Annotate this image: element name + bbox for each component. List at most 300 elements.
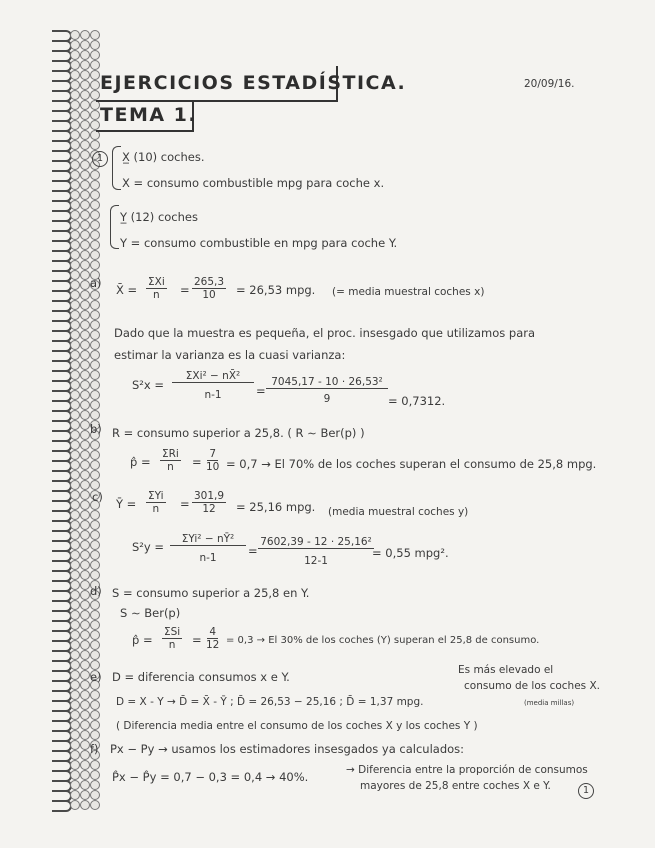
binder-hole bbox=[70, 30, 80, 40]
frac-denominator: 9 bbox=[323, 393, 331, 405]
binder-hole bbox=[80, 300, 90, 310]
frac-denominator: 12 bbox=[206, 639, 220, 651]
binder-hole bbox=[80, 170, 90, 180]
part-c-var-frac-2 bbox=[258, 536, 374, 567]
binder-hole bbox=[90, 400, 100, 410]
binder-hole bbox=[80, 150, 90, 160]
binder-hole bbox=[70, 230, 80, 240]
binder-hole bbox=[70, 670, 80, 680]
binder-hole bbox=[70, 630, 80, 640]
binder-hole bbox=[80, 780, 90, 790]
part-b-p-frac bbox=[160, 448, 181, 473]
binder-hole bbox=[80, 260, 90, 270]
binder-hole bbox=[70, 240, 80, 250]
binder-hole bbox=[70, 570, 80, 580]
binder-hole bbox=[80, 580, 90, 590]
spiral-ring bbox=[52, 440, 98, 450]
binder-hole bbox=[70, 340, 80, 350]
binder-hole bbox=[80, 130, 90, 140]
binder-hole bbox=[80, 720, 90, 730]
binder-hole bbox=[80, 650, 90, 660]
binder-hole bbox=[90, 660, 100, 670]
frac-numerator: 301,9 bbox=[194, 490, 225, 502]
binder-hole bbox=[80, 710, 90, 720]
binder-hole bbox=[70, 450, 80, 460]
binder-hole bbox=[80, 490, 90, 500]
spiral-ring bbox=[52, 470, 98, 480]
binder-hole bbox=[80, 750, 90, 760]
binder-hole bbox=[70, 260, 80, 270]
binder-hole bbox=[80, 60, 90, 70]
binder-hole bbox=[80, 360, 90, 370]
binder-hole bbox=[70, 560, 80, 570]
frac-numerator: 7602,39 - 12 · 25,16² bbox=[258, 536, 374, 549]
binder-hole bbox=[90, 610, 100, 620]
binder-hole bbox=[90, 210, 100, 220]
binder-hole bbox=[80, 390, 90, 400]
frac-numerator: 265,3 bbox=[194, 276, 225, 288]
binder-hole bbox=[80, 440, 90, 450]
binder-hole bbox=[70, 790, 80, 800]
binder-hole bbox=[80, 770, 90, 780]
binder-hole bbox=[80, 30, 90, 40]
binder-hole bbox=[90, 730, 100, 740]
binder-hole bbox=[70, 90, 80, 100]
spiral-ring bbox=[52, 90, 98, 100]
part-a-var-result: = 0,7312. bbox=[388, 394, 446, 408]
binder-hole bbox=[70, 180, 80, 190]
binder-hole bbox=[80, 280, 90, 290]
page-subtitle: TEMA 1. bbox=[100, 104, 198, 126]
binder-hole bbox=[90, 190, 100, 200]
spiral-ring bbox=[52, 230, 98, 240]
binder-hole bbox=[70, 160, 80, 170]
binder-hole bbox=[70, 60, 80, 70]
spiral-ring bbox=[52, 450, 98, 460]
page-number-circle: 1 bbox=[578, 783, 594, 799]
spiral-ring bbox=[52, 390, 98, 400]
binder-hole bbox=[80, 250, 90, 260]
spiral-ring bbox=[52, 110, 98, 120]
binder-hole bbox=[70, 220, 80, 230]
equals-sign: = bbox=[180, 283, 190, 297]
brace-x bbox=[112, 146, 121, 190]
binder-hole bbox=[80, 530, 90, 540]
binder-hole bbox=[80, 690, 90, 700]
spiral-ring bbox=[52, 480, 98, 490]
part-c-mean-note: (media muestral coches y) bbox=[328, 506, 469, 518]
binder-hole bbox=[90, 780, 100, 790]
part-c-var-lhs: S²y = bbox=[132, 540, 165, 554]
frac-numerator: 7 bbox=[209, 448, 217, 460]
part-b-p-result: = 0,7 → El 70% de los coches superan el consumo de 25,8 mpg. bbox=[226, 457, 597, 471]
binder-hole bbox=[70, 710, 80, 720]
part-a-mean-result: = 26,53 mpg. bbox=[236, 283, 316, 297]
part-d-p-result: = 0,3 → El 30% de los coches (Y) superan el 25,8 de consumo. bbox=[226, 635, 540, 646]
binder-hole bbox=[90, 770, 100, 780]
binder-hole bbox=[90, 170, 100, 180]
binder-hole bbox=[90, 330, 100, 340]
binder-hole bbox=[70, 600, 80, 610]
spiral-ring bbox=[52, 100, 98, 110]
binder-hole bbox=[80, 200, 90, 210]
spiral-ring bbox=[52, 180, 98, 190]
binder-hole bbox=[70, 380, 80, 390]
part-a-text-2: estimar la varianza es la cuasi varianza: bbox=[114, 348, 346, 362]
equals-sign: = bbox=[256, 384, 266, 398]
binder-hole bbox=[90, 180, 100, 190]
binder-hole bbox=[90, 600, 100, 610]
binder-hole bbox=[80, 790, 90, 800]
binder-hole bbox=[90, 220, 100, 230]
frac-denominator: 10 bbox=[206, 461, 220, 473]
binder-hole bbox=[80, 520, 90, 530]
binder-hole bbox=[80, 610, 90, 620]
frac-denominator: 12 bbox=[202, 503, 216, 515]
binder-hole bbox=[90, 380, 100, 390]
binder-hole bbox=[80, 120, 90, 130]
binder-hole bbox=[90, 570, 100, 580]
binder-hole bbox=[70, 100, 80, 110]
binder-hole bbox=[70, 420, 80, 430]
binder-hole bbox=[80, 230, 90, 240]
spiral-ring bbox=[52, 760, 98, 770]
binder-hole bbox=[90, 720, 100, 730]
binder-hole bbox=[90, 30, 100, 40]
binder-hole bbox=[80, 210, 90, 220]
binder-hole bbox=[70, 410, 80, 420]
equals-sign: = bbox=[192, 455, 202, 469]
spiral-ring bbox=[52, 370, 98, 380]
part-e-text-1: D = diferencia consumos x e Y. bbox=[112, 670, 290, 684]
spiral-ring bbox=[52, 550, 98, 560]
binder-hole bbox=[70, 390, 80, 400]
binder-hole bbox=[80, 430, 90, 440]
binder-hole bbox=[80, 540, 90, 550]
spiral-ring bbox=[52, 310, 98, 320]
binder-hole bbox=[80, 700, 90, 710]
binder-hole bbox=[70, 200, 80, 210]
binder-hole bbox=[70, 170, 80, 180]
spiral-ring bbox=[52, 130, 98, 140]
binder-hole bbox=[70, 150, 80, 160]
spiral-ring bbox=[52, 320, 98, 330]
spiral-ring bbox=[52, 620, 98, 630]
part-e-text-3: ( Diferencia media entre el consumo de los coches X y los coches Y ) bbox=[116, 720, 478, 732]
part-c-mean-frac bbox=[146, 490, 166, 515]
spiral-ring bbox=[52, 650, 98, 660]
binder-hole bbox=[70, 330, 80, 340]
binder-hole bbox=[70, 700, 80, 710]
binder-hole bbox=[70, 440, 80, 450]
part-f-note-2: mayores de 25,8 entre coches X e Y. bbox=[360, 780, 551, 792]
part-b-p-frac-2 bbox=[204, 448, 221, 473]
spiral-ring bbox=[52, 630, 98, 640]
binder-hole bbox=[80, 340, 90, 350]
spiral-ring bbox=[52, 410, 98, 420]
spiral-ring bbox=[52, 220, 98, 230]
binder-hole bbox=[70, 550, 80, 560]
binder-hole bbox=[90, 310, 100, 320]
spiral-ring bbox=[52, 340, 98, 350]
frac-numerator: ΣSi bbox=[164, 626, 181, 638]
spiral-ring bbox=[52, 250, 98, 260]
problem-number bbox=[92, 146, 108, 167]
binder-hole bbox=[90, 370, 100, 380]
binder-hole bbox=[70, 190, 80, 200]
binder-hole bbox=[90, 50, 100, 60]
spiral-ring bbox=[52, 460, 98, 470]
binder-hole bbox=[90, 540, 100, 550]
binder-hole bbox=[80, 640, 90, 650]
binder-hole bbox=[70, 520, 80, 530]
x-def-line-1: X̲ (10) coches. bbox=[122, 150, 205, 164]
spiral-ring bbox=[52, 570, 98, 580]
binder-hole bbox=[70, 500, 80, 510]
binder-hole bbox=[90, 480, 100, 490]
spiral-ring bbox=[52, 70, 98, 80]
binder-hole bbox=[80, 50, 90, 60]
binder-hole bbox=[80, 510, 90, 520]
page-number bbox=[578, 778, 594, 799]
spiral-ring bbox=[52, 240, 98, 250]
binder-hole bbox=[70, 510, 80, 520]
binder-hole bbox=[90, 560, 100, 570]
binder-hole bbox=[90, 260, 100, 270]
spiral-ring bbox=[52, 560, 98, 570]
binder-hole bbox=[80, 400, 90, 410]
binder-hole bbox=[80, 500, 90, 510]
part-d-text-1: S = consumo superior a 25,8 en Y. bbox=[112, 586, 310, 600]
part-c-mean-lhs: Ȳ = bbox=[116, 497, 137, 511]
frac-numerator: ΣYi bbox=[148, 490, 164, 502]
frac-denominator: 10 bbox=[202, 289, 216, 301]
spiral-ring bbox=[52, 730, 98, 740]
part-a-mean-note: (= media muestral coches x) bbox=[332, 286, 485, 298]
spiral-ring bbox=[52, 60, 98, 70]
spiral-ring bbox=[52, 690, 98, 700]
binder-hole bbox=[80, 270, 90, 280]
spiral-coil bbox=[52, 800, 72, 812]
binder-hole bbox=[90, 630, 100, 640]
part-f-text-1: Px − Py → usamos los estimadores insesgados ya calculados: bbox=[110, 742, 465, 756]
problem-number-circle: 1 bbox=[92, 151, 108, 167]
part-b-p-lhs: p̂ = bbox=[130, 455, 151, 469]
binder-hole bbox=[80, 110, 90, 120]
spiral-ring bbox=[52, 290, 98, 300]
part-c-mean-frac-2 bbox=[192, 490, 226, 515]
binder-hole bbox=[70, 760, 80, 770]
part-b-label: b) bbox=[90, 422, 102, 436]
binder-hole bbox=[90, 320, 100, 330]
binder-hole bbox=[80, 330, 90, 340]
binder-hole bbox=[70, 490, 80, 500]
binder-hole bbox=[90, 40, 100, 50]
binder-hole bbox=[80, 310, 90, 320]
binder-hole bbox=[80, 620, 90, 630]
binder-hole bbox=[90, 760, 100, 770]
binder-hole bbox=[70, 40, 80, 50]
binder-hole bbox=[80, 370, 90, 380]
binder-hole bbox=[70, 720, 80, 730]
binder-hole bbox=[80, 550, 90, 560]
frac-numerator: ΣXi² − nX̄² bbox=[172, 370, 254, 383]
spiral-binding bbox=[0, 30, 96, 820]
frac-denominator: n-1 bbox=[204, 389, 222, 401]
part-d-p-frac-2 bbox=[204, 626, 221, 651]
part-d-p-lhs: p̂ = bbox=[132, 633, 153, 647]
part-d-p-frac bbox=[162, 626, 182, 651]
part-e-label: e) bbox=[90, 670, 102, 684]
binder-hole bbox=[80, 600, 90, 610]
binder-hole bbox=[70, 70, 80, 80]
binder-hole bbox=[80, 320, 90, 330]
spiral-ring bbox=[52, 300, 98, 310]
frac-denominator: n-1 bbox=[199, 552, 217, 564]
spiral-ring bbox=[52, 770, 98, 780]
binder-hole bbox=[90, 520, 100, 530]
binder-hole bbox=[70, 270, 80, 280]
binder-hole bbox=[80, 660, 90, 670]
binder-hole bbox=[80, 800, 90, 810]
binder-hole bbox=[70, 530, 80, 540]
equals-sign: = bbox=[192, 633, 202, 647]
spiral-ring bbox=[52, 210, 98, 220]
binder-hole bbox=[70, 680, 80, 690]
part-b-text: R = consumo superior a 25,8. ( R ∼ Ber(p) ) bbox=[112, 426, 365, 440]
binder-hole bbox=[80, 470, 90, 480]
binder-hole bbox=[80, 180, 90, 190]
binder-hole bbox=[80, 560, 90, 570]
part-f-label: f) bbox=[90, 742, 99, 756]
binder-hole bbox=[90, 700, 100, 710]
binder-hole bbox=[80, 670, 90, 680]
spiral-ring bbox=[52, 380, 98, 390]
spiral-ring bbox=[52, 30, 98, 40]
binder-hole bbox=[70, 110, 80, 120]
binder-hole bbox=[70, 540, 80, 550]
part-e-note-small: (media millas) bbox=[524, 699, 575, 707]
binder-hole bbox=[70, 780, 80, 790]
frac-denominator: n bbox=[168, 639, 176, 651]
binder-hole bbox=[80, 420, 90, 430]
spiral-ring bbox=[52, 330, 98, 340]
binder-hole bbox=[90, 390, 100, 400]
page-title: EJERCICIOS ESTADÍSTICA. bbox=[100, 72, 407, 94]
binder-hole bbox=[70, 480, 80, 490]
binder-hole bbox=[70, 590, 80, 600]
binder-hole bbox=[80, 480, 90, 490]
binder-hole bbox=[70, 800, 80, 810]
spiral-ring bbox=[52, 40, 98, 50]
binder-hole bbox=[90, 800, 100, 810]
equals-sign: = bbox=[248, 544, 258, 558]
binder-hole bbox=[80, 680, 90, 690]
binder-hole bbox=[90, 200, 100, 210]
spiral-ring bbox=[52, 120, 98, 130]
binder-hole bbox=[70, 360, 80, 370]
frac-numerator: ΣRi bbox=[162, 448, 179, 460]
frac-numerator: ΣYi² − nȲ² bbox=[170, 533, 246, 546]
binder-hole bbox=[90, 510, 100, 520]
binder-hole bbox=[70, 610, 80, 620]
binder-hole bbox=[90, 530, 100, 540]
y-def-line-1: Y̲ (12) coches bbox=[120, 210, 198, 224]
binder-hole bbox=[70, 310, 80, 320]
binder-hole bbox=[70, 740, 80, 750]
binder-hole bbox=[70, 660, 80, 670]
binder-hole bbox=[70, 290, 80, 300]
binder-hole bbox=[70, 130, 80, 140]
part-a-text-1: Dado que la muestra es pequeña, el proc. insesgado que utilizamos para bbox=[114, 326, 536, 340]
binder-hole bbox=[80, 140, 90, 150]
spiral-ring bbox=[52, 600, 98, 610]
binder-hole bbox=[90, 440, 100, 450]
binder-hole bbox=[70, 370, 80, 380]
part-a-var-frac bbox=[172, 370, 254, 401]
frac-numerator: ΣXi bbox=[148, 276, 165, 288]
frac-numerator: 4 bbox=[209, 626, 217, 638]
binder-hole bbox=[70, 470, 80, 480]
binder-hole bbox=[70, 210, 80, 220]
part-a-var-lhs: S²x = bbox=[132, 378, 165, 392]
part-a-var-frac-2 bbox=[266, 376, 388, 405]
binder-hole bbox=[80, 240, 90, 250]
spiral-ring bbox=[52, 50, 98, 60]
binder-hole bbox=[70, 250, 80, 260]
part-c-var-result: = 0,55 mpg². bbox=[372, 546, 449, 560]
part-c-label: c) bbox=[92, 490, 103, 504]
binder-hole bbox=[70, 80, 80, 90]
part-e-note-top-2: consumo de los coches X. bbox=[464, 680, 601, 692]
binder-hole bbox=[70, 280, 80, 290]
binder-hole bbox=[70, 50, 80, 60]
binder-hole bbox=[80, 100, 90, 110]
part-c-mean-result: = 25,16 mpg. bbox=[236, 500, 316, 514]
part-a-mean-lhs: X̄ = bbox=[116, 283, 138, 297]
binder-hole bbox=[70, 300, 80, 310]
binder-hole bbox=[90, 550, 100, 560]
binder-hole bbox=[70, 580, 80, 590]
binder-hole bbox=[90, 250, 100, 260]
binder-hole bbox=[90, 620, 100, 630]
spiral-ring bbox=[52, 510, 98, 520]
spiral-ring bbox=[52, 170, 98, 180]
binder-hole bbox=[80, 730, 90, 740]
frac-numerator: 7045,17 - 10 · 26,53² bbox=[266, 376, 388, 389]
spiral-ring bbox=[52, 80, 98, 90]
binder-hole bbox=[90, 650, 100, 660]
binder-hole bbox=[80, 590, 90, 600]
binder-hole bbox=[70, 400, 80, 410]
binder-hole bbox=[80, 740, 90, 750]
binder-hole bbox=[90, 470, 100, 480]
equals-sign: = bbox=[180, 497, 190, 511]
binder-hole bbox=[80, 380, 90, 390]
binder-hole bbox=[70, 770, 80, 780]
spiral-ring bbox=[52, 400, 98, 410]
part-f-text-2: P̂x − P̂y = 0,7 − 0,3 = 0,4 → 40%. bbox=[112, 770, 309, 784]
binder-hole bbox=[90, 790, 100, 800]
binder-hole bbox=[90, 410, 100, 420]
binder-hole bbox=[80, 80, 90, 90]
binder-hole bbox=[90, 230, 100, 240]
y-def-line-2: Y = consumo combustible en mpg para coche Y. bbox=[120, 236, 398, 250]
binder-hole bbox=[70, 750, 80, 760]
binder-hole bbox=[90, 640, 100, 650]
binder-hole bbox=[70, 350, 80, 360]
binder-hole bbox=[90, 690, 100, 700]
